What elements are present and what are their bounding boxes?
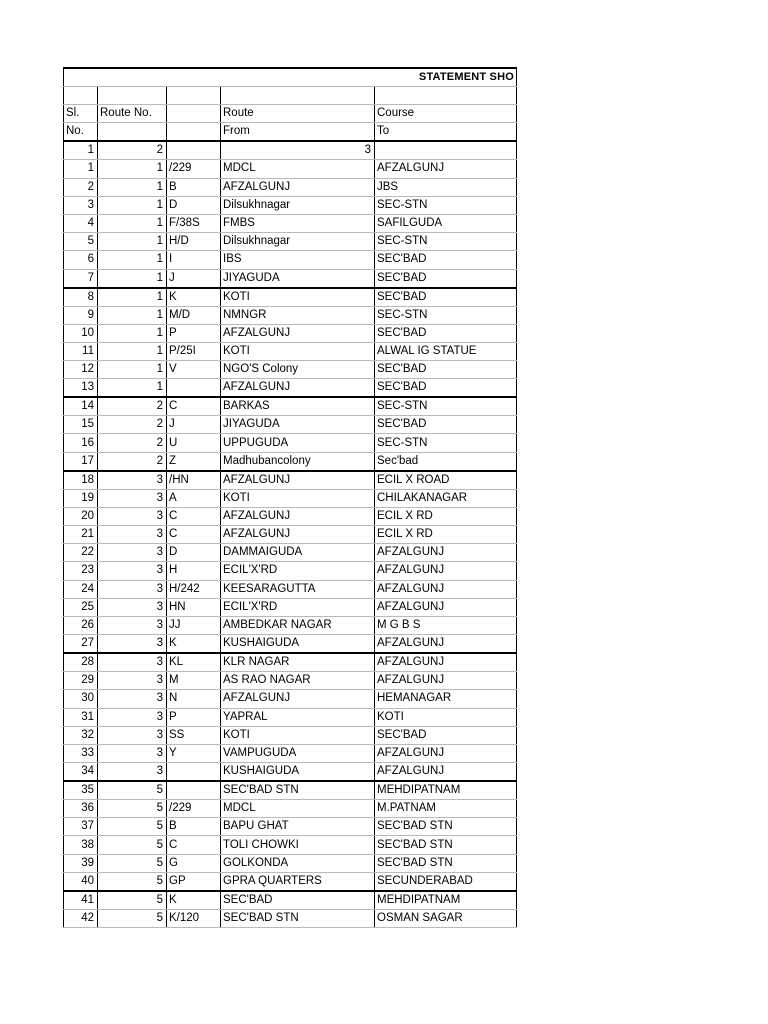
to-cell: ECIL X RD — [375, 526, 517, 544]
to-cell: SEC'BAD — [375, 379, 517, 398]
header-cell — [167, 123, 221, 142]
route-suffix-cell: P — [167, 708, 221, 726]
from-cell: SEC'BAD — [221, 891, 375, 910]
to-cell: HEMANAGAR — [375, 690, 517, 708]
route-no-cell: 3 — [98, 562, 167, 580]
route-no-cell: 1 — [98, 160, 167, 178]
from-cell: KUSHAIGUDA — [221, 763, 375, 782]
to-cell: Sec'bad — [375, 452, 517, 471]
route-suffix-cell — [167, 379, 221, 398]
route-suffix-cell: Z — [167, 452, 221, 471]
from-cell: SEC'BAD STN — [221, 909, 375, 927]
from-cell: AFZALGUNJ — [221, 324, 375, 342]
route-no-cell: 1 — [98, 379, 167, 398]
to-cell: AFZALGUNJ — [375, 744, 517, 762]
table-row — [64, 800, 517, 818]
table-row — [64, 160, 517, 178]
route-no-cell: 3 — [98, 507, 167, 525]
route-no-cell: 5 — [98, 836, 167, 854]
route-no-cell: 3 — [98, 690, 167, 708]
from-cell: MDCL — [221, 160, 375, 178]
from-cell: KLR NAGAR — [221, 653, 375, 672]
table-row — [64, 288, 517, 307]
to-cell: SEC'BAD STN — [375, 836, 517, 854]
route-suffix-cell: K — [167, 891, 221, 910]
sl-no-cell: 40 — [64, 872, 98, 891]
table-row — [64, 635, 517, 654]
route-suffix-cell: C — [167, 507, 221, 525]
route-no-cell: 2 — [98, 397, 167, 416]
route-suffix-cell: I — [167, 251, 221, 269]
route-no-cell: 5 — [98, 872, 167, 891]
from-cell: AFZALGUNJ — [221, 178, 375, 196]
from-cell: FMBS — [221, 214, 375, 232]
table-row — [64, 361, 517, 379]
route-suffix-cell: P — [167, 324, 221, 342]
table-row — [64, 416, 517, 434]
table-row — [64, 397, 517, 416]
table-row — [64, 616, 517, 634]
route-no-cell: 1 — [98, 251, 167, 269]
sl-no-cell: 10 — [64, 324, 98, 342]
to-cell: SEC-STN — [375, 233, 517, 251]
route-suffix-cell: /229 — [167, 800, 221, 818]
table-row — [64, 434, 517, 452]
from-cell: AFZALGUNJ — [221, 526, 375, 544]
sl-no-cell: 11 — [64, 342, 98, 360]
route-no-cell: 3 — [98, 653, 167, 672]
index-cell — [167, 141, 221, 160]
sl-no-cell: 16 — [64, 434, 98, 452]
to-cell: SEC'BAD — [375, 361, 517, 379]
to-cell: JBS — [375, 178, 517, 196]
route-no-cell: 1 — [98, 269, 167, 288]
route-no-cell: 3 — [98, 544, 167, 562]
blank-row — [64, 87, 517, 105]
table-row — [64, 526, 517, 544]
from-cell: AFZALGUNJ — [221, 471, 375, 490]
to-cell: AFZALGUNJ — [375, 544, 517, 562]
table-row — [64, 489, 517, 507]
column-index-row — [64, 141, 517, 160]
from-cell: BAPU GHAT — [221, 818, 375, 836]
to-cell: SEC'BAD — [375, 726, 517, 744]
table-row — [64, 781, 517, 800]
to-cell: MEHDIPATNAM — [375, 781, 517, 800]
from-cell: AFZALGUNJ — [221, 690, 375, 708]
route-no-cell: 1 — [98, 342, 167, 360]
route-suffix-cell: N — [167, 690, 221, 708]
from-cell: GPRA QUARTERS — [221, 872, 375, 891]
header-cell: To — [375, 123, 517, 142]
to-cell: AFZALGUNJ — [375, 580, 517, 598]
route-no-cell: 3 — [98, 763, 167, 782]
to-cell: AFZALGUNJ — [375, 160, 517, 178]
to-cell: M.PATNAM — [375, 800, 517, 818]
from-cell: AS RAO NAGAR — [221, 672, 375, 690]
table-row — [64, 507, 517, 525]
from-cell: KUSHAIGUDA — [221, 635, 375, 654]
sl-no-cell: 3 — [64, 196, 98, 214]
route-suffix-cell: JJ — [167, 616, 221, 634]
route-suffix-cell: J — [167, 416, 221, 434]
sl-no-cell: 25 — [64, 598, 98, 616]
from-cell: NMNGR — [221, 306, 375, 324]
route-suffix-cell: GP — [167, 872, 221, 891]
to-cell: KOTI — [375, 708, 517, 726]
route-suffix-cell: A — [167, 489, 221, 507]
from-cell: JIYAGUDA — [221, 269, 375, 288]
route-suffix-cell: V — [167, 361, 221, 379]
to-cell: SEC'BAD — [375, 269, 517, 288]
sl-no-cell: 9 — [64, 306, 98, 324]
sl-no-cell: 42 — [64, 909, 98, 927]
table-row — [64, 653, 517, 672]
header-cell — [98, 123, 167, 142]
from-cell: IBS — [221, 251, 375, 269]
to-cell: SECUNDERABAD — [375, 872, 517, 891]
table-row — [64, 214, 517, 232]
to-cell: SEC'BAD STN — [375, 854, 517, 872]
table-row — [64, 744, 517, 762]
to-cell: SEC'BAD — [375, 288, 517, 307]
route-suffix-cell: F/38S — [167, 214, 221, 232]
table-row — [64, 379, 517, 398]
to-cell: MEHDIPATNAM — [375, 891, 517, 910]
route-no-cell: 1 — [98, 214, 167, 232]
sl-no-cell: 24 — [64, 580, 98, 598]
route-no-cell: 1 — [98, 306, 167, 324]
table-row — [64, 763, 517, 782]
route-no-cell: 5 — [98, 800, 167, 818]
route-suffix-cell: H/242 — [167, 580, 221, 598]
to-cell: ECIL X RD — [375, 507, 517, 525]
title-row — [64, 68, 517, 87]
from-cell: VAMPUGUDA — [221, 744, 375, 762]
route-suffix-cell: H/D — [167, 233, 221, 251]
to-cell: AFZALGUNJ — [375, 598, 517, 616]
sl-no-cell: 35 — [64, 781, 98, 800]
to-cell: SEC-STN — [375, 196, 517, 214]
sl-no-cell: 18 — [64, 471, 98, 490]
route-suffix-cell: Y — [167, 744, 221, 762]
to-cell: SEC-STN — [375, 306, 517, 324]
from-cell: MDCL — [221, 800, 375, 818]
to-cell: SEC-STN — [375, 434, 517, 452]
route-suffix-cell: J — [167, 269, 221, 288]
route-no-cell: 5 — [98, 854, 167, 872]
to-cell: AFZALGUNJ — [375, 672, 517, 690]
route-no-cell: 2 — [98, 452, 167, 471]
to-cell: SEC'BAD — [375, 324, 517, 342]
header-cell: From — [221, 123, 375, 142]
route-suffix-cell: KL — [167, 653, 221, 672]
table-row — [64, 891, 517, 910]
route-suffix-cell: H — [167, 562, 221, 580]
sl-no-cell: 22 — [64, 544, 98, 562]
sl-no-cell: 32 — [64, 726, 98, 744]
to-cell: OSMAN SAGAR — [375, 909, 517, 927]
route-suffix-cell: M/D — [167, 306, 221, 324]
header-cell: Route — [221, 105, 375, 123]
table-row — [64, 452, 517, 471]
to-cell: AFZALGUNJ — [375, 562, 517, 580]
from-cell: JIYAGUDA — [221, 416, 375, 434]
table-row — [64, 471, 517, 490]
route-no-cell: 3 — [98, 471, 167, 490]
sl-no-cell: 17 — [64, 452, 98, 471]
to-cell: CHILAKANAGAR — [375, 489, 517, 507]
header-row-2 — [64, 123, 517, 142]
table-row — [64, 580, 517, 598]
route-no-cell: 1 — [98, 361, 167, 379]
route-suffix-cell: C — [167, 526, 221, 544]
table-row — [64, 196, 517, 214]
route-suffix-cell: K/120 — [167, 909, 221, 927]
sl-no-cell: 2 — [64, 178, 98, 196]
sl-no-cell: 23 — [64, 562, 98, 580]
route-no-cell: 3 — [98, 726, 167, 744]
to-cell: SEC'BAD — [375, 416, 517, 434]
from-cell: UPPUGUDA — [221, 434, 375, 452]
from-cell: DAMMAIGUDA — [221, 544, 375, 562]
sl-no-cell: 6 — [64, 251, 98, 269]
route-no-cell: 3 — [98, 580, 167, 598]
from-cell: AFZALGUNJ — [221, 379, 375, 398]
from-cell: YAPRAL — [221, 708, 375, 726]
route-no-cell: 3 — [98, 708, 167, 726]
table-row — [64, 562, 517, 580]
sl-no-cell: 7 — [64, 269, 98, 288]
sl-no-cell: 31 — [64, 708, 98, 726]
from-cell: GOLKONDA — [221, 854, 375, 872]
header-cell — [167, 105, 221, 123]
table-row — [64, 872, 517, 891]
sl-no-cell: 13 — [64, 379, 98, 398]
route-suffix-cell: D — [167, 196, 221, 214]
from-cell: KOTI — [221, 726, 375, 744]
route-no-cell: 1 — [98, 324, 167, 342]
from-cell: TOLI CHOWKI — [221, 836, 375, 854]
sl-no-cell: 34 — [64, 763, 98, 782]
from-cell: NGO'S Colony — [221, 361, 375, 379]
index-cell: 2 — [98, 141, 167, 160]
route-table-body — [64, 68, 517, 928]
sl-no-cell: 15 — [64, 416, 98, 434]
sl-no-cell: 8 — [64, 288, 98, 307]
table-row — [64, 836, 517, 854]
table-row — [64, 598, 517, 616]
route-no-cell: 3 — [98, 598, 167, 616]
spreadsheet — [63, 67, 517, 928]
table-row — [64, 342, 517, 360]
sl-no-cell: 33 — [64, 744, 98, 762]
route-no-cell: 5 — [98, 891, 167, 910]
table-row — [64, 178, 517, 196]
route-no-cell: 1 — [98, 233, 167, 251]
table-row — [64, 544, 517, 562]
from-cell: KOTI — [221, 342, 375, 360]
sl-no-cell: 19 — [64, 489, 98, 507]
route-no-cell: 3 — [98, 526, 167, 544]
from-cell: SEC'BAD STN — [221, 781, 375, 800]
to-cell: AFZALGUNJ — [375, 635, 517, 654]
table-row — [64, 708, 517, 726]
route-suffix-cell: B — [167, 818, 221, 836]
route-no-cell: 2 — [98, 416, 167, 434]
route-suffix-cell: C — [167, 397, 221, 416]
to-cell: SAFILGUDA — [375, 214, 517, 232]
index-cell: 3 — [221, 141, 375, 160]
route-suffix-cell: /229 — [167, 160, 221, 178]
index-cell — [375, 141, 517, 160]
route-suffix-cell: C — [167, 836, 221, 854]
header-cell: No. — [64, 123, 98, 142]
sl-no-cell: 41 — [64, 891, 98, 910]
from-cell: KOTI — [221, 489, 375, 507]
header-cell: Route No. — [98, 105, 167, 123]
route-suffix-cell — [167, 763, 221, 782]
to-cell: AFZALGUNJ — [375, 653, 517, 672]
route-suffix-cell: K — [167, 288, 221, 307]
route-suffix-cell: SS — [167, 726, 221, 744]
route-suffix-cell: B — [167, 178, 221, 196]
from-cell: ECIL'X'RD — [221, 562, 375, 580]
sl-no-cell: 12 — [64, 361, 98, 379]
table-row — [64, 854, 517, 872]
sl-no-cell: 21 — [64, 526, 98, 544]
sl-no-cell: 4 — [64, 214, 98, 232]
from-cell: ECIL'X'RD — [221, 598, 375, 616]
sl-no-cell: 26 — [64, 616, 98, 634]
route-no-cell: 3 — [98, 635, 167, 654]
sl-no-cell: 39 — [64, 854, 98, 872]
route-suffix-cell: M — [167, 672, 221, 690]
route-no-cell: 1 — [98, 178, 167, 196]
route-suffix-cell: U — [167, 434, 221, 452]
table-row — [64, 726, 517, 744]
to-cell: SEC-STN — [375, 397, 517, 416]
route-suffix-cell: P/25I — [167, 342, 221, 360]
route-no-cell: 2 — [98, 434, 167, 452]
sl-no-cell: 5 — [64, 233, 98, 251]
route-no-cell: 1 — [98, 288, 167, 307]
header-row-1 — [64, 105, 517, 123]
sl-no-cell: 36 — [64, 800, 98, 818]
to-cell: ECIL X ROAD — [375, 471, 517, 490]
table-row — [64, 818, 517, 836]
to-cell: SEC'BAD — [375, 251, 517, 269]
route-suffix-cell: D — [167, 544, 221, 562]
table-row — [64, 269, 517, 288]
route-suffix-cell: HN — [167, 598, 221, 616]
from-cell: KOTI — [221, 288, 375, 307]
sl-no-cell: 1 — [64, 160, 98, 178]
route-no-cell: 3 — [98, 616, 167, 634]
from-cell: KEESARAGUTTA — [221, 580, 375, 598]
index-cell: 1 — [64, 141, 98, 160]
route-no-cell: 5 — [98, 909, 167, 927]
sl-no-cell: 37 — [64, 818, 98, 836]
sl-no-cell: 30 — [64, 690, 98, 708]
sl-no-cell: 14 — [64, 397, 98, 416]
header-cell: Course — [375, 105, 517, 123]
route-suffix-cell: G — [167, 854, 221, 872]
from-cell: Dilsukhnagar — [221, 233, 375, 251]
route-suffix-cell: /HN — [167, 471, 221, 490]
route-no-cell: 1 — [98, 196, 167, 214]
route-no-cell: 5 — [98, 818, 167, 836]
to-cell: M G B S — [375, 616, 517, 634]
sl-no-cell: 20 — [64, 507, 98, 525]
route-no-cell: 3 — [98, 672, 167, 690]
sl-no-cell: 27 — [64, 635, 98, 654]
header-cell: Sl. — [64, 105, 98, 123]
sl-no-cell: 38 — [64, 836, 98, 854]
sl-no-cell: 28 — [64, 653, 98, 672]
sl-no-cell: 29 — [64, 672, 98, 690]
route-no-cell: 5 — [98, 781, 167, 800]
route-no-cell: 3 — [98, 489, 167, 507]
table-row — [64, 672, 517, 690]
route-table — [63, 67, 517, 928]
route-suffix-cell — [167, 781, 221, 800]
to-cell: AFZALGUNJ — [375, 763, 517, 782]
from-cell: Dilsukhnagar — [221, 196, 375, 214]
route-no-cell: 3 — [98, 744, 167, 762]
route-suffix-cell: K — [167, 635, 221, 654]
table-row — [64, 306, 517, 324]
from-cell: BARKAS — [221, 397, 375, 416]
table-row — [64, 690, 517, 708]
table-row — [64, 909, 517, 927]
from-cell: AFZALGUNJ — [221, 507, 375, 525]
from-cell: AMBEDKAR NAGAR — [221, 616, 375, 634]
statement-title: STATEMENT SHO — [375, 68, 517, 87]
table-row — [64, 324, 517, 342]
from-cell: Madhubancolony — [221, 452, 375, 471]
table-row — [64, 233, 517, 251]
to-cell: SEC'BAD STN — [375, 818, 517, 836]
to-cell: ALWAL IG STATUE — [375, 342, 517, 360]
table-row — [64, 251, 517, 269]
